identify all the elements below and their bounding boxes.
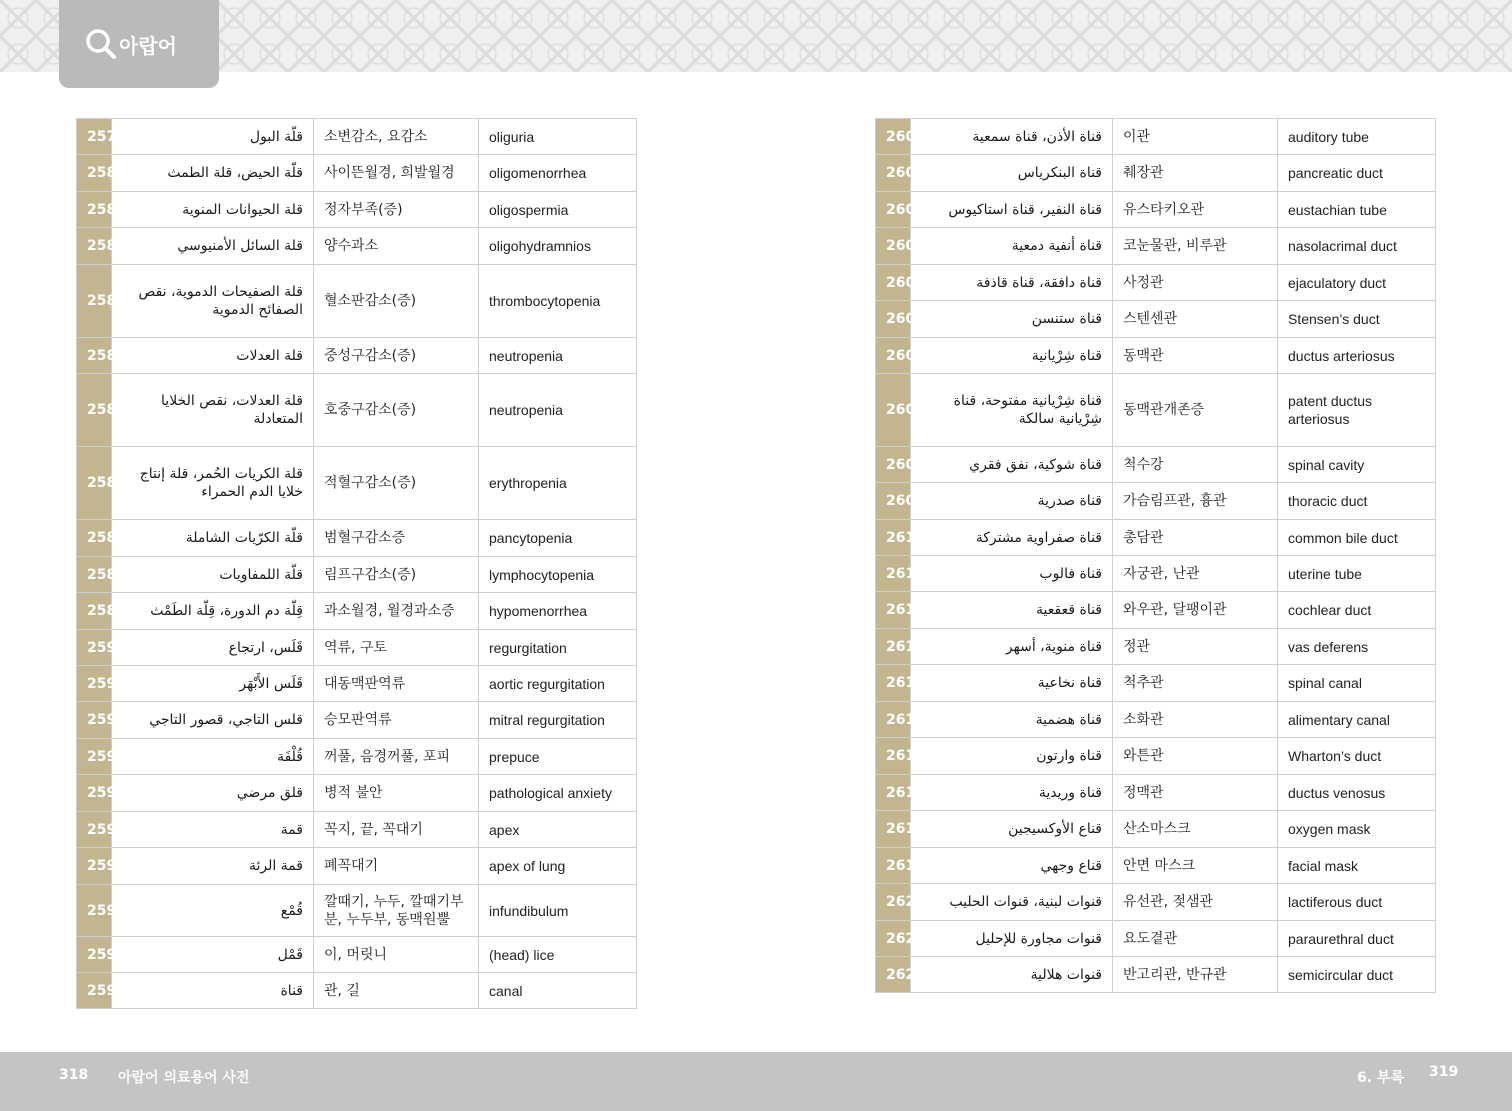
table-row <box>876 265 1436 301</box>
english-term: patent ductus arteriosus <box>1278 374 1436 447</box>
table-row <box>77 338 637 374</box>
arabic-term: قناة وارتون <box>911 738 1113 775</box>
table-row <box>77 848 637 885</box>
entry-number: 2618 <box>876 811 911 848</box>
entry-number: 2586 <box>77 447 112 520</box>
arabic-term: قِلّة دم الدورة، قِلّة الطَمْث <box>112 593 314 630</box>
korean-term: 폐꼭대기 <box>314 848 479 885</box>
english-term: semicircular duct <box>1278 957 1436 993</box>
entry-number: 2607 <box>876 374 911 447</box>
english-term: hypomenorrhea <box>479 593 637 630</box>
entry-number: 2622 <box>876 957 911 993</box>
korean-term: 안면 마스크 <box>1113 848 1278 884</box>
table-row <box>876 702 1436 738</box>
search-icon <box>85 28 117 60</box>
table-row <box>77 119 637 155</box>
korean-term: 소화관 <box>1113 702 1278 738</box>
korean-term: 사이뜬월경, 희발월경 <box>314 155 479 192</box>
english-term: apex of lung <box>479 848 637 885</box>
table-row <box>876 192 1436 228</box>
entry-number: 2614 <box>876 665 911 702</box>
arabic-term: قلق مرضي <box>112 775 314 812</box>
english-term: erythropenia <box>479 447 637 520</box>
entry-number: 2594 <box>77 775 112 812</box>
english-term: alimentary canal <box>1278 702 1436 738</box>
entry-number: 2595 <box>77 812 112 848</box>
arabic-term: قلة الصفيحات الدموية، نقص الصفائح الدموية <box>112 265 314 338</box>
table-row <box>77 228 637 265</box>
english-term: neutropenia <box>479 338 637 374</box>
english-term: vas deferens <box>1278 629 1436 665</box>
korean-term: 자궁관, 난관 <box>1113 556 1278 592</box>
english-term: (head) lice <box>479 937 637 973</box>
right-page-number: 319 <box>1429 1064 1459 1080</box>
arabic-term: قَلَس، ارتجاع <box>112 630 314 666</box>
table-row <box>876 155 1436 192</box>
korean-term: 호중구감소(증) <box>314 374 479 447</box>
table-row <box>876 811 1436 848</box>
arabic-term: قلة الحيوانات المنوية <box>112 192 314 228</box>
english-term: common bile duct <box>1278 520 1436 556</box>
arabic-term: قناة البنكرياس <box>911 155 1113 192</box>
arabic-term: قناة شِرْيانية <box>911 338 1113 374</box>
table-row <box>77 557 637 593</box>
korean-term: 췌장관 <box>1113 155 1278 192</box>
arabic-term: قَمْل <box>112 937 314 973</box>
korean-term: 정맥관 <box>1113 775 1278 811</box>
language-tab <box>59 0 219 88</box>
korean-term: 정자부족(증) <box>314 192 479 228</box>
entry-number: 2590 <box>77 630 112 666</box>
korean-term: 깔때기, 누두, 깔때기부분, 누두부, 동맥원뿔 <box>314 885 479 937</box>
table-row <box>77 265 637 338</box>
english-term: regurgitation <box>479 630 637 666</box>
korean-term: 혈소판감소(증) <box>314 265 479 338</box>
arabic-term: قناة الأذن، قناة سمعية <box>911 119 1113 155</box>
english-term: oxygen mask <box>1278 811 1436 848</box>
english-term: apex <box>479 812 637 848</box>
korean-term: 관, 길 <box>314 973 479 1009</box>
table-row <box>77 775 637 812</box>
arabic-term: قناة شِرْيانية مفتوحة، قناة شِرْيانية سالكة <box>911 374 1113 447</box>
entry-number: 2596 <box>77 848 112 885</box>
arabic-term: قمة الرئة <box>112 848 314 885</box>
korean-term: 이관 <box>1113 119 1278 155</box>
korean-term: 대동맥판역류 <box>314 666 479 702</box>
entry-number: 2598 <box>77 937 112 973</box>
korean-term: 와우관, 달팽이관 <box>1113 592 1278 629</box>
korean-term: 꼭지, 끝, 꼭대기 <box>314 812 479 848</box>
entry-number: 2581 <box>77 192 112 228</box>
table-row <box>77 192 637 228</box>
entry-number: 2617 <box>876 775 911 811</box>
entry-number: 2620 <box>876 884 911 921</box>
arabic-term: قلة العدلات <box>112 338 314 374</box>
korean-term: 소변감소, 요감소 <box>314 119 479 155</box>
entry-number: 2599 <box>77 973 112 1009</box>
arabic-term: قلة العدلات، نقص الخلايا المتعادلة <box>112 374 314 447</box>
left-page-number: 318 <box>59 1067 89 1083</box>
table-row <box>77 937 637 973</box>
table-row <box>876 483 1436 520</box>
english-term: pancytopenia <box>479 520 637 557</box>
header-pattern <box>0 0 1512 72</box>
english-term: lymphocytopenia <box>479 557 637 593</box>
table-row <box>876 848 1436 884</box>
entry-number: 2588 <box>77 557 112 593</box>
arabic-term: قنوات لبنية، قنوات الحليب <box>911 884 1113 921</box>
arabic-term: قلّة الكرّيات الشاملة <box>112 520 314 557</box>
english-term: oligomenorrhea <box>479 155 637 192</box>
left-dictionary-table <box>76 118 637 1009</box>
arabic-term: قناة هضمية <box>911 702 1113 738</box>
korean-term: 코눈물관, 비루관 <box>1113 228 1278 265</box>
korean-term: 유선관, 젖샘관 <box>1113 884 1278 921</box>
arabic-term: قناع الأوكسيجين <box>911 811 1113 848</box>
table-row <box>77 155 637 192</box>
arabic-term: قُمْع <box>112 885 314 937</box>
entry-number: 2609 <box>876 483 911 520</box>
table-row <box>876 629 1436 665</box>
arabic-term: قمة <box>112 812 314 848</box>
arabic-term: قلس التاجي، قصور التاجي <box>112 702 314 739</box>
english-term: nasolacrimal duct <box>1278 228 1436 265</box>
arabic-term: قناة صدرية <box>911 483 1113 520</box>
right-dictionary-table <box>875 118 1436 993</box>
table-row <box>876 301 1436 338</box>
arabic-term: قناة دافقة، قناة قاذفة <box>911 265 1113 301</box>
english-term: uterine tube <box>1278 556 1436 592</box>
arabic-term: قلة الكريات الحُمر، قلة إنتاج خلايا الدم الحمراء <box>112 447 314 520</box>
entry-number: 2619 <box>876 848 911 884</box>
english-term: prepuce <box>479 739 637 775</box>
entry-number: 2589 <box>77 593 112 630</box>
table-row <box>876 665 1436 702</box>
korean-term: 사정관 <box>1113 265 1278 301</box>
arabic-term: قناة النفير، قناة استاكيوس <box>911 192 1113 228</box>
table-row <box>876 447 1436 483</box>
table-row <box>77 702 637 739</box>
korean-term: 산소마스크 <box>1113 811 1278 848</box>
language-label: 아랍어 <box>119 33 177 58</box>
arabic-term: قلّة البول <box>112 119 314 155</box>
table-row <box>77 973 637 1009</box>
korean-term: 양수과소 <box>314 228 479 265</box>
arabic-term: قنوات مجاورة للإحليل <box>911 921 1113 957</box>
table-row <box>876 556 1436 592</box>
table-row <box>876 119 1436 155</box>
arabic-term: قلّة اللمفاويات <box>112 557 314 593</box>
table-row <box>876 228 1436 265</box>
english-term: oliguria <box>479 119 637 155</box>
arabic-term: قناة أنفية دمعية <box>911 228 1113 265</box>
table-row <box>77 812 637 848</box>
english-term: spinal canal <box>1278 665 1436 702</box>
entry-number: 2621 <box>876 921 911 957</box>
table-row <box>876 884 1436 921</box>
korean-term: 역류, 구토 <box>314 630 479 666</box>
arabic-term: قناة وريدية <box>911 775 1113 811</box>
arabic-term: قناة فالوب <box>911 556 1113 592</box>
english-term: paraurethral duct <box>1278 921 1436 957</box>
entry-number: 2613 <box>876 629 911 665</box>
korean-term: 이, 머릿니 <box>314 937 479 973</box>
english-term: ejaculatory duct <box>1278 265 1436 301</box>
arabic-term: قُلْفَة <box>112 739 314 775</box>
english-term: pathological anxiety <box>479 775 637 812</box>
english-term: spinal cavity <box>1278 447 1436 483</box>
table-row <box>77 885 637 937</box>
entry-number: 2579 <box>77 119 112 155</box>
table-row <box>77 447 637 520</box>
english-term: neutropenia <box>479 374 637 447</box>
entry-number: 2582 <box>77 228 112 265</box>
entry-number: 2615 <box>876 702 911 738</box>
english-term: oligohydramnios <box>479 228 637 265</box>
section-label: 6. 부록 <box>1357 1070 1404 1086</box>
korean-term: 중성구감소(증) <box>314 338 479 374</box>
korean-term: 척수강 <box>1113 447 1278 483</box>
korean-term: 와튼관 <box>1113 738 1278 775</box>
arabic-term: قناة قعقعية <box>911 592 1113 629</box>
entry-number: 2612 <box>876 592 911 629</box>
english-term: thoracic duct <box>1278 483 1436 520</box>
korean-term: 총담관 <box>1113 520 1278 556</box>
book-title: 아랍어 의료용어 사전 <box>118 1070 250 1086</box>
arabic-term: قنوات هلالية <box>911 957 1113 993</box>
arabic-term: قناة منوية، أسهر <box>911 629 1113 665</box>
korean-term: 범혈구감소증 <box>314 520 479 557</box>
page-footer <box>0 1052 1512 1111</box>
entry-number: 2583 <box>77 265 112 338</box>
english-term: eustachian tube <box>1278 192 1436 228</box>
table-row <box>876 738 1436 775</box>
table-row <box>77 520 637 557</box>
entry-number: 2602 <box>876 192 911 228</box>
english-term: Wharton’s duct <box>1278 738 1436 775</box>
korean-term: 정관 <box>1113 629 1278 665</box>
table-row <box>876 592 1436 629</box>
korean-term: 림프구감소(증) <box>314 557 479 593</box>
arabic-term: قناة شوكية، نفق فقري <box>911 447 1113 483</box>
korean-term: 가슴림프관, 흉관 <box>1113 483 1278 520</box>
table-row <box>77 630 637 666</box>
english-term: ductus arteriosus <box>1278 338 1436 374</box>
entry-number: 2605 <box>876 301 911 338</box>
entry-number: 2611 <box>876 556 911 592</box>
table-row <box>876 338 1436 374</box>
entry-number: 2606 <box>876 338 911 374</box>
english-term: cochlear duct <box>1278 592 1436 629</box>
english-term: auditory tube <box>1278 119 1436 155</box>
table-row <box>876 957 1436 993</box>
english-term: ductus venosus <box>1278 775 1436 811</box>
entry-number: 2593 <box>77 739 112 775</box>
english-term: oligospermia <box>479 192 637 228</box>
arabic-term: قناة ستنسن <box>911 301 1113 338</box>
entry-number: 2592 <box>77 702 112 739</box>
korean-term: 적혈구감소(증) <box>314 447 479 520</box>
entry-number: 2604 <box>876 265 911 301</box>
table-row <box>876 921 1436 957</box>
table-row <box>77 739 637 775</box>
table-row <box>876 374 1436 447</box>
entry-number: 2608 <box>876 447 911 483</box>
entry-number: 2603 <box>876 228 911 265</box>
korean-term: 과소월경, 월경과소증 <box>314 593 479 630</box>
korean-term: 동맥관 <box>1113 338 1278 374</box>
arabic-term: قَلَس الأَبْهَر <box>112 666 314 702</box>
arabic-term: قلّة الحيض، قلة الطمث <box>112 155 314 192</box>
korean-term: 꺼풀, 음경꺼풀, 포피 <box>314 739 479 775</box>
english-term: pancreatic duct <box>1278 155 1436 192</box>
korean-term: 승모판역류 <box>314 702 479 739</box>
table-row <box>77 666 637 702</box>
arabic-term: قناع وجهي <box>911 848 1113 884</box>
korean-term: 병적 불안 <box>314 775 479 812</box>
english-term: thrombocytopenia <box>479 265 637 338</box>
korean-term: 요도곁관 <box>1113 921 1278 957</box>
korean-term: 스텐센관 <box>1113 301 1278 338</box>
entry-number: 2587 <box>77 520 112 557</box>
korean-term: 동맥관개존증 <box>1113 374 1278 447</box>
english-term: aortic regurgitation <box>479 666 637 702</box>
table-row <box>876 520 1436 556</box>
entry-number: 2584 <box>77 338 112 374</box>
entry-number: 2580 <box>77 155 112 192</box>
english-term: facial mask <box>1278 848 1436 884</box>
table-row <box>77 374 637 447</box>
entry-number: 2610 <box>876 520 911 556</box>
entry-number: 2585 <box>77 374 112 447</box>
english-term: mitral regurgitation <box>479 702 637 739</box>
entry-number: 2591 <box>77 666 112 702</box>
english-term: infundibulum <box>479 885 637 937</box>
english-term: canal <box>479 973 637 1009</box>
korean-term: 척추관 <box>1113 665 1278 702</box>
arabic-term: قناة <box>112 973 314 1009</box>
english-term: Stensen’s duct <box>1278 301 1436 338</box>
entry-number: 2600 <box>876 119 911 155</box>
entry-number: 2597 <box>77 885 112 937</box>
entry-number: 2616 <box>876 738 911 775</box>
arabic-term: قناة نخاعية <box>911 665 1113 702</box>
arabic-term: قلة السائل الأمنيوسي <box>112 228 314 265</box>
table-row <box>876 775 1436 811</box>
entry-number: 2601 <box>876 155 911 192</box>
korean-term: 반고리관, 반규관 <box>1113 957 1278 993</box>
table-row <box>77 593 637 630</box>
english-term: lactiferous duct <box>1278 884 1436 921</box>
korean-term: 유스타키오관 <box>1113 192 1278 228</box>
arabic-term: قناة صفراوية مشتركة <box>911 520 1113 556</box>
